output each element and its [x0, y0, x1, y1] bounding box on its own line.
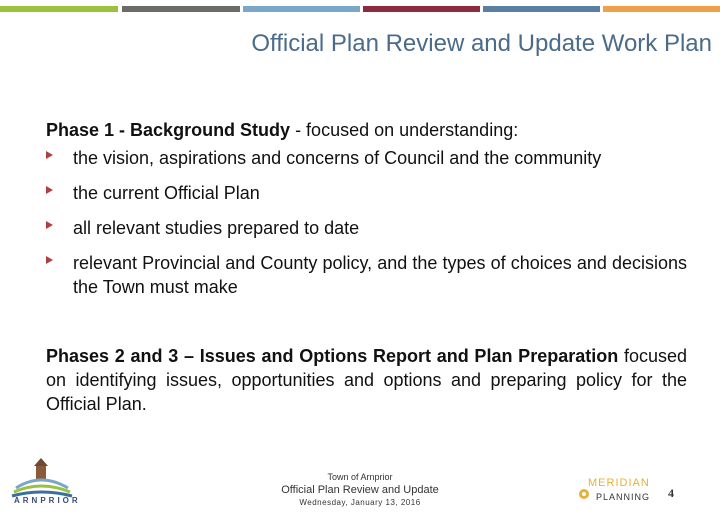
- phase23-paragraph: [46, 344, 687, 416]
- bullet-text: relevant Provincial and County policy, and the types of choices and decisions the Town must make: [73, 253, 687, 297]
- top-bar-segment-blue: [243, 6, 360, 12]
- list-item: [46, 181, 687, 205]
- slide-content: [46, 118, 687, 434]
- bullet-arrow-icon: [46, 151, 53, 159]
- phase23-heading-bold: Phases 2 and 3 – Issues and Options Report and Plan Preparation: [46, 346, 619, 366]
- footer-project: Official Plan Review and Update: [281, 484, 439, 496]
- list-item: [46, 251, 687, 299]
- footer-info: [230, 472, 490, 508]
- top-bar-segment-slate: [483, 6, 600, 12]
- bullet-text: the vision, aspirations and concerns of Council and the community: [73, 148, 602, 168]
- bullet-text: all relevant studies prepared to date: [73, 218, 360, 238]
- footer-org: Town of Arnprior: [327, 472, 393, 482]
- phase1-heading-bold: Phase 1 - Background Study: [46, 120, 291, 140]
- phase1-heading: [46, 118, 687, 142]
- arnprior-logo-text: ARNPRIOR: [14, 496, 81, 505]
- phase1-bullet-list: [46, 146, 687, 299]
- meridian-logo-text: MERIDIAN: [588, 477, 650, 489]
- bullet-arrow-icon: [46, 186, 53, 194]
- bullet-text: the current Official Plan: [73, 183, 260, 203]
- list-item: [46, 146, 687, 170]
- top-bar-segment-maroon: [363, 6, 480, 12]
- phase23-body: focused on identifying issues, opportunities and options and preparing policy for the Official Plan.: [46, 346, 687, 414]
- slide-title: Official Plan Review and Update Work Plan: [251, 30, 712, 57]
- top-bar-segment-grey: [122, 6, 240, 12]
- planning-logo-text: PLANNING: [596, 492, 651, 502]
- footer-date: Wednesday, January 13, 2016: [299, 498, 421, 507]
- top-bar-segment-orange: [603, 6, 720, 12]
- phase1-heading-rest: - focused on understanding:: [290, 120, 519, 140]
- page-number: 4: [668, 486, 674, 500]
- list-item: [46, 216, 687, 240]
- bullet-arrow-icon: [46, 256, 53, 264]
- arnprior-logo-icon: [8, 458, 78, 514]
- bullet-arrow-icon: [46, 221, 53, 229]
- top-bar-segment-green: [0, 6, 118, 12]
- top-color-bar: [0, 6, 720, 12]
